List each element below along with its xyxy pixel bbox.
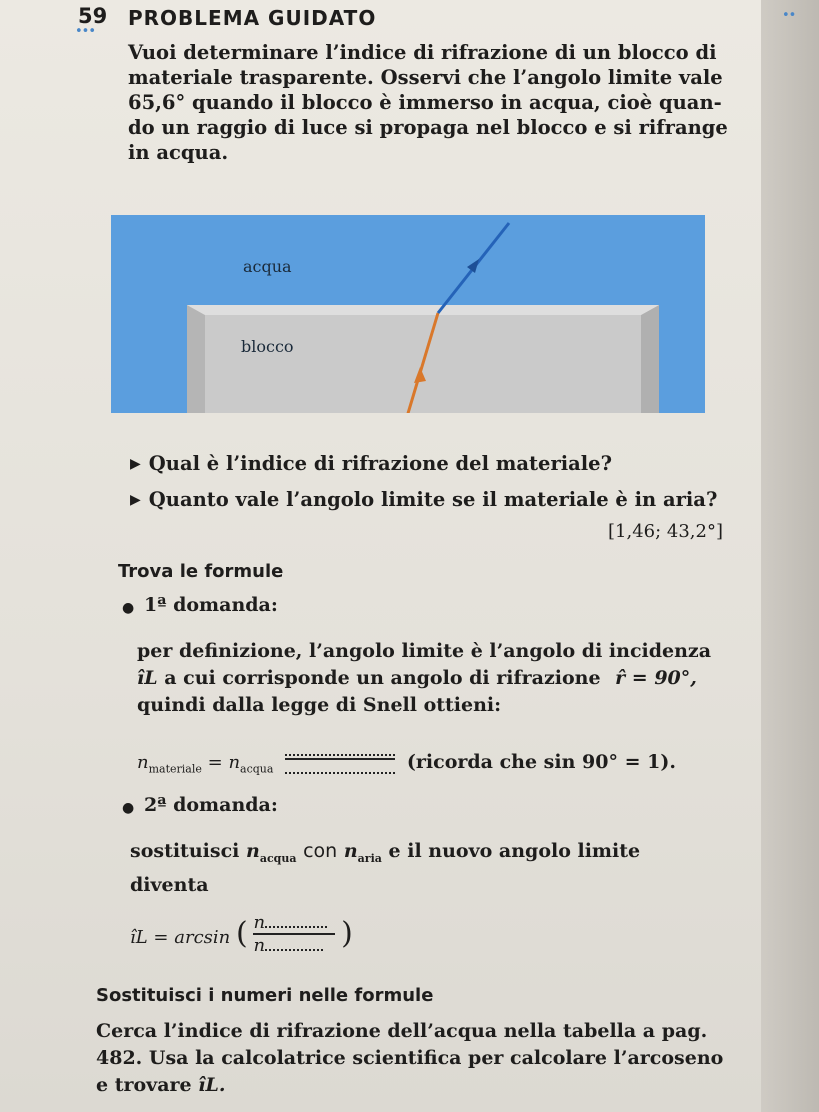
sostituisci-heading: Sostituisci i numeri nelle formule <box>96 985 434 1006</box>
q1-line: per definizione, l’angolo limite è l’angolo di incidenza <box>137 640 712 662</box>
bullet-dot-icon: ● <box>122 800 135 816</box>
question-2: ▶ Quanto vale l’angolo limite se il materiale è in aria? <box>130 488 718 511</box>
block-side-right <box>641 305 659 413</box>
block-side-left <box>187 305 205 413</box>
sostituisci-line: 482. Usa la calcolatrice scientifica per calcolare l’arcoseno <box>96 1047 724 1069</box>
sostituisci-text <box>96 1018 736 1099</box>
problem-number: 59 <box>78 4 108 28</box>
intro-line: Vuoi determinare l’indice di rifrazione di un blocco di <box>128 41 717 64</box>
q2-text <box>130 838 740 899</box>
trova-heading: Trova le formule <box>118 561 284 582</box>
label-acqua: acqua <box>243 257 292 276</box>
q1-label: 1ª domanda: <box>144 594 278 616</box>
triangle-bullet-icon: ▶ <box>130 492 141 508</box>
ray-arrow-water <box>467 259 479 273</box>
r-equation: r̂ = 90°, <box>615 667 697 689</box>
formula-1-note: (ricorda che sin 90° = 1). <box>406 751 676 773</box>
intro-line: do un raggio di luce si propaga nel blocco e si rifrange <box>128 116 728 139</box>
q1-line-2: îL a cui corrisponde un angolo di rifrazione r̂ = 90°, <box>137 667 697 689</box>
q1-line: quindi dalla legge di Snell ottieni: <box>137 694 502 716</box>
q2-line-2: diventa <box>130 873 209 896</box>
blank-fraction-2[interactable]: $\frac{n}{n}$ <box>253 912 335 956</box>
difficulty-dots: ••• <box>75 24 96 39</box>
question-1: ▶ Qual è l’indice di rifrazione del materiale? <box>130 452 613 475</box>
refraction-diagram <box>111 215 705 413</box>
sostituisci-line-3: e trovare îL. <box>96 1074 226 1096</box>
intro-line: 65,6° quando il blocco è immerso in acqua, cioè quan- <box>128 91 722 114</box>
angle-symbol: îL <box>137 667 158 689</box>
blank-fraction-1[interactable] <box>285 744 395 774</box>
q1-text <box>137 638 737 719</box>
intro-line: in acqua. <box>128 141 229 164</box>
problem-intro <box>128 40 738 165</box>
label-blocco: blocco <box>241 337 294 356</box>
sostituisci-line: Cerca l’indice di rifrazione dell’acqua nella tabella a pag. <box>96 1020 708 1042</box>
bullet-dot-icon: ● <box>122 600 135 616</box>
formula-2: îL = arcsin ( $\frac{n}{n}$ ) <box>130 912 353 956</box>
triangle-bullet-icon: ▶ <box>130 456 141 472</box>
answer-box: [1,46; 43,2°] <box>608 521 723 542</box>
refraction-figure <box>111 215 705 413</box>
block-top <box>187 305 659 315</box>
q2-line-1: sostituisci $n_{acqua}$ con $n_{aria}$ e il nuovo angolo limite <box>130 840 641 865</box>
intro-line: materiale trasparente. Osservi che l’angolo limite vale <box>128 66 723 89</box>
problem-title: PROBLEMA GUIDATO <box>128 6 377 30</box>
corner-marker: •• <box>782 8 796 23</box>
q2-label: 2ª domanda: <box>144 794 278 816</box>
formula-1: $n_{materiale} = n_{acqua}$ (ricorda che sin 90° = 1). <box>137 748 676 778</box>
page-edge-shadow <box>761 0 819 1112</box>
